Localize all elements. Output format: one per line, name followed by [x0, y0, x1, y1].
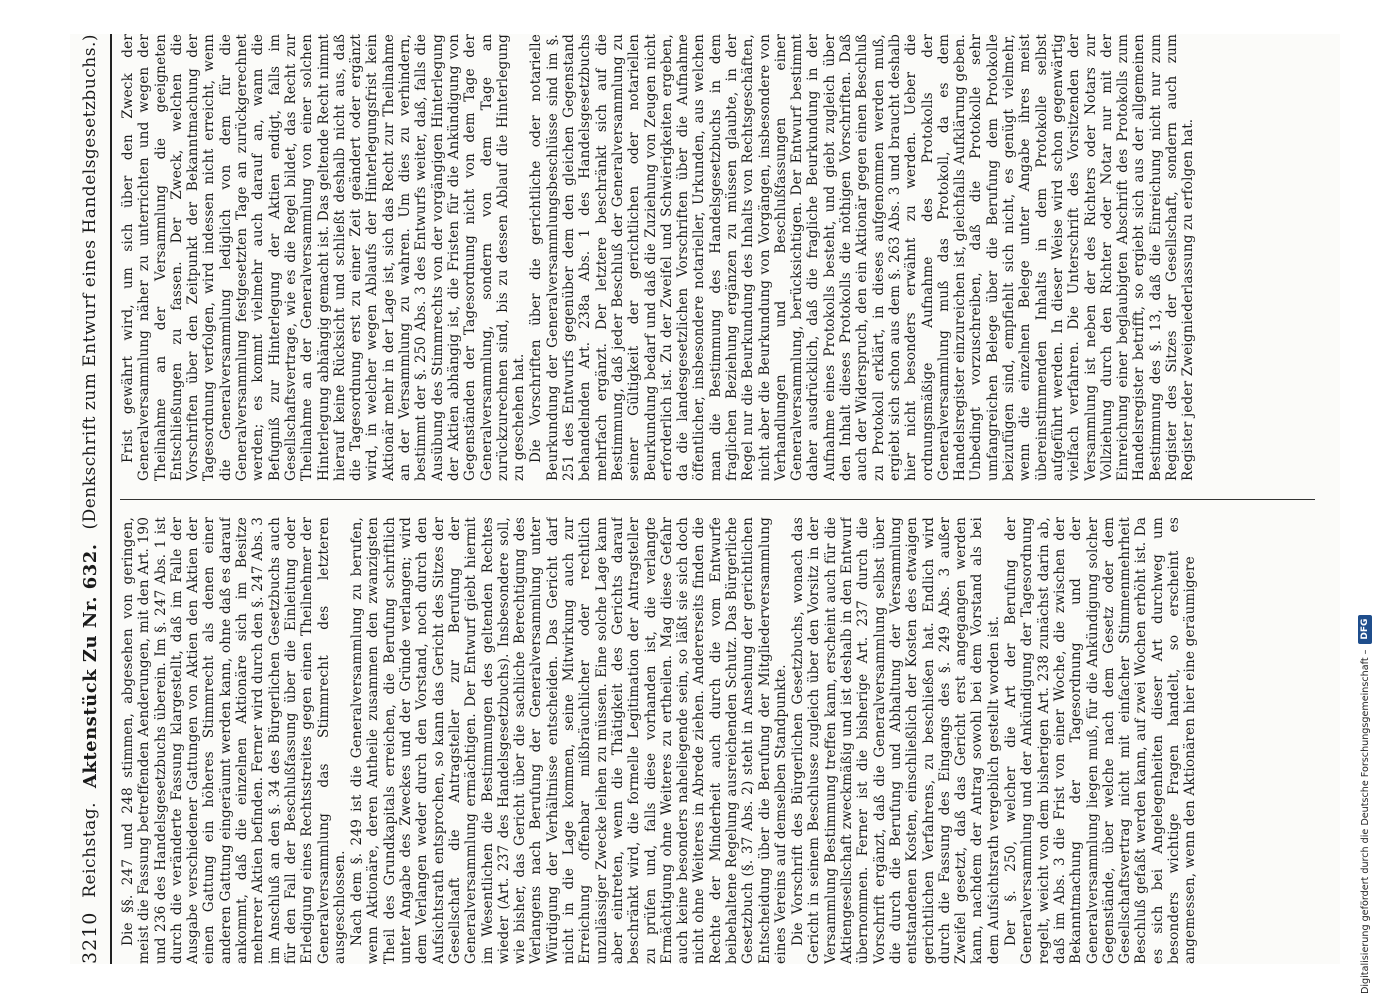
column-divider [120, 499, 1315, 500]
right-column [120, 34, 1315, 481]
paragraph: Nach dem §. 249 ist die Generalversammlung zu berufen, wenn Aktionäre, deren Antheile zusammen den zwanzigsten Theil des Grundkapitals erreichen, die Berufung schriftlich unter Angabe des Zweckes und der Gründe verlangen; wird dem Verlangen weder durch den Vorstand, noch durch den Aufsichtsrath entsprochen, so kann das Gericht des Sitzes der Gesellschaft die Antragsteller zur Berufung der Generalversammlung ermächtigen. Der Entwurf giebt hiermit im Wesentlichen die Bestimmungen des geltenden Rechtes wieder (Art. 237 des Handelsgesetzbuchs). Insbesondere soll, wie bisher, das Gericht über die sachliche Berechtigung des Verlangens nach Berufung der Generalversammlung unter Würdigung der Verhältnisse entscheiden. Das Gericht darf nicht in die Lage kommen, seine Mitwirkung auch zur Erreichung offenbar mißbräuchlicher oder rechtlich unzulässiger Zwecke leihen zu müssen. Eine solche Lage kann aber eintreten, wenn die Thätigkeit des Gerichts darauf beschränkt wird, die formelle Legitimation der Antragsteller zu prüfen und, falls diese vorhanden ist, die verlangte Ermächtigung ohne Weiteres zu ertheilen. Mag diese Gefahr auch keine besonders naheliegende sein, so läßt sie sich doch nicht ohne Weiteres in Abrede ziehen. Andererseits finden die Rechte der Minderheit auch durch die vom Entwurfe beibehaltene Regelung ausreichenden Schutz. Das Bürgerliche Gesetzbuch (§. 37 Abs. 2) steht in Ansehung der gerichtlichen Entscheidung über die Berufung der Mitgliederversammlung eines Vereins auf demselben Standpunkte. [349, 517, 789, 964]
scanned-page [70, 34, 1340, 964]
paragraph: Die §§. 247 und 248 stimmen, abgesehen von geringen, meist die Fassung betreffenden Aenderungen, mit den Art. 190 und 236 des Handelsgesetzbuchs überein. Im §. 247 Abs. 1 ist durch die veränderte Fassung klargestellt, daß im Falle der Ausgabe verschiedener Gattungen von Aktien den Aktien der einen Gattung ein höheres Stimmrecht als denen einer anderen Gattung eingeräumt werden kann, ohne daß es darauf ankommt, daß die einzelnen Aktionäre sich im Besitze mehrerer Aktien befinden. Ferner wird durch den §. 247 Abs. 3 im Anschluß an den §. 34 des Bürgerlichen Gesetzbuchs auch für den Fall der Beschlußfassung über die Einleitung oder Erledigung eines Rechtsstreites gegen einen Theilnehmer der Generalversammlung das Stimmrecht des letzteren ausgeschlossen. [120, 517, 348, 964]
paragraph: Der §. 250, welcher die Art der Berufung der Generalversammlung und der Ankündigung der Tagesordnung regelt, weicht von dem bisherigen Art. 238 zunächst darin ab, daß im Abs. 3 die Frist von einer Woche, die zwischen der Bekanntmachung der Tagesordnung und der Generalversammlung liegen muß, für die Ankündigung solcher Gegenstände, über welche nach dem Gesetz oder dem Gesellschaftsvertrag nicht mit einfacher Stimmenmehrheit Beschluß gefaßt werden kann, auf zwei Wochen erhöht ist. Da es sich bei Angelegenheiten dieser Art durchweg um besonders wichtige Fragen handelt, so erscheint es angemessen, wenn den Aktionären hier eine geräumigere [1003, 517, 1199, 964]
header-right-title: (Denkschrift zum Entwurf eines Handelsgesetzbuchs.) [80, 34, 100, 530]
header-center-title: Aktenstück Zu Nr. 632. [79, 543, 101, 789]
left-column [120, 517, 1315, 964]
credit-text: Digitalisierung gefördert durch die Deutsche Forschungsgemeinschaft – [1359, 649, 1371, 994]
paragraph: Die Vorschriften über die gerichtliche oder notarielle Beurkundung der Generalversammlungsbeschlüsse sind im §. 251 des Entwurfs gegenüber dem den gleichen Gegenstand behandelnden Art. 238a Abs. 1 des Handelsgesetzbuchs mehrfach ergänzt. Der letztere beschränkt sich auf die Bestimmung, daß jeder Beschluß der Generalversammlung zu seiner Gültigkeit der gerichtlichen oder notariellen Beurkundung bedarf und daß die Zuziehung von Zeugen nicht erforderlich ist. Zu der Zweifel und Schwierigkeiten ergeben, da die landesgesetzlichen Vorschriften über die Aufnahme öffentlicher, insbesondere notarieller, Urkunden, aus welchen man die Bestimmung des Handelsgesetzbuchs in dem fraglichen Beziehung ergänzen zu müssen glaubte, in der Regel nur die Beurkundung des Inhalts von Rechtsgeschäften, nicht aber die Beurkundung von Vorgängen, insbesondere von Verhandlungen und Beschlußfassungen einer Generalversammlung, berücksichtigen. Der Entwurf bestimmt daher ausdrücklich, daß die fragliche Beurkundung in der Aufnahme eines Protokolls besteht, und giebt zugleich über den Inhalt dieses Protokolls die nöthigen Vorschriften. Daß auch der Widerspruch, den ein Aktionär gegen einen Beschluß zu Protokoll erklärt, in dieses aufgenommen werden muß, ergiebt sich schon aus dem §. 263 Abs. 3 und braucht deshalb hier nicht besonders erwähnt zu werden. Ueber die ordnungsmäßige Aufnahme des Protokolls der Generalversammlung muß das Protokoll, da es dem Handelsregister einzureichen ist, gleichfalls Aufklärung geben. Unbedingt vorzuschreiben, daß die Protokolle sehr umfangreichen Belege über die Berufung dem Protokolle beizufügen sind, empfiehlt sich nicht, es genügt vielmehr, wenn die einzelnen Belege unter Angabe ihres meist übereinstimmenden Inhalts in dem Protokolle selbst aufgeführt werden. In dieser Weise wird schon gegenwärtig vielfach verfahren. Die Unterschrift des Vorsitzenden der Versammlung ist neben der des Richters oder Notars zur Vollziehung durch den Richter oder Notar nur mit der Einreichung einer beglaubigten Abschrift des Protokolls zum Handelsregister betrifft, so ergiebt sich aus der allgemeinen Bestimmung des §. 13, daß die Einreichung nicht nur zum Register des Sitzes der Gesellschaft, sondern auch zum Register jeder Zweigniederlassung zu erfolgen hat. [528, 34, 1197, 481]
text-columns [120, 34, 1320, 964]
page-number: 3210 [79, 911, 101, 964]
paragraph: Die Vorschrift des Bürgerlichen Gesetzbuchs, wonach das Gericht in seinem Beschlusse zugleich über den Vorsitz in der Versammlung Bestimmung treffen kann, erscheint auch für die Aktiengesellschaft zweckmäßig und ist deshalb in den Entwurf übernommen. Ferner ist die bisherige Art. 237 durch die Vorschrift ergänzt, daß die Generalversammlung selbst über die durch die Berufung und Abhaltung der Versammlung entstandenen Kosten, einschließlich der Kosten des etwaigen gerichtlichen Verfahrens, zu beschließen hat. Endlich wird durch die Fassung des Eingangs des §. 249 Abs. 3 außer Zweifel gesetzt, daß das Gericht erst angegangen werden kann, nachdem der Antrag sowohl bei dem Vorstand als bei dem Aufsichtsrath vergeblich gestellt worden ist. [790, 517, 1002, 964]
paragraph: Frist gewährt wird, um sich über den Zweck der Generalversammlung näher zu unterrichten und wegen der Theilnahme an der Versammlung die geeigneten Entschließungen zu fassen. Der Zweck, welchen die Vorschriften über den Zeitpunkt der Bekanntmachung der Tagesordnung verfolgen, wird indessen nicht erreicht, wenn die Generalversammlung lediglich von dem für die Generalversammlung festgesetzten Tage an zurückgerechnet werden; es kommt vielmehr auch darauf an, wann die Befugniß zur Hinterlegung der Aktien endigt, falls im Gesellschaftsvertrage, wie es die Regel bildet, das Recht zur Theilnahme an der Generalversammlung von einer solchen Hinterlegung abhängig gemacht ist. Das geltende Recht nimmt hierauf keine Rücksicht und schließt deshalb nicht aus, daß die Tagesordnung erst zu einer Zeit geändert oder ergänzt wird, in welcher wegen Ablaufs der Hinterlegungsfrist kein Aktionär mehr in der Lage ist, sich das Recht zur Theilnahme an der Versammlung zu wahren. Um dies zu verhindern, bestimmt der §. 250 Abs. 3 des Entwurfs weiter, daß, falls die Ausübung des Stimmrechts von der vorgängigen Hinterlegung der Aktien abhängig ist, die Fristen für die Ankündigung von Gegenständen der Tagesordnung nicht von dem Tage der Generalversammlung, sondern von dem Tage an zurückzurechnen sind, bis zu dessen Ablauf die Hinterlegung zu geschehen hat. [120, 34, 528, 481]
digitization-credit [1350, 0, 1380, 1000]
header-left-title: Reichstag. [80, 802, 100, 898]
page-header [70, 34, 112, 964]
dfg-logo: DFG [1358, 615, 1372, 644]
